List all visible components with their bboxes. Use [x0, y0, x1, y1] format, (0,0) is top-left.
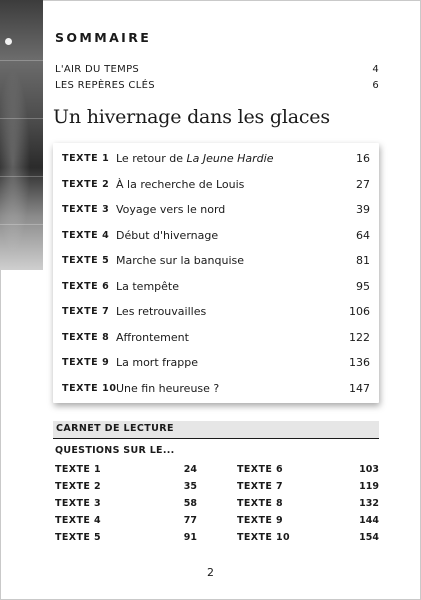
carnet-de-lecture-header: [53, 421, 379, 439]
toc-entry-page: 4: [372, 64, 379, 75]
text-entry-label: TEXTE 1: [62, 153, 110, 164]
question-entry-texte-4[interactable]: [55, 515, 197, 526]
question-entry-texte-2[interactable]: [55, 481, 197, 492]
question-entry-texte-6[interactable]: [237, 464, 379, 475]
text-entry-page: 136: [349, 356, 370, 369]
questions-heading: QUESTIONS SUR LE...: [55, 445, 175, 456]
toc-entry-label: L'AIR DU TEMPS: [55, 64, 140, 75]
text-entry-label: TEXTE 10: [62, 382, 117, 394]
text-entry-7[interactable]: [53, 302, 379, 322]
text-entry-8[interactable]: [53, 328, 379, 348]
question-entry-page: 24: [183, 464, 197, 475]
toc-entry-label: LES REPÈRES CLÉS: [55, 80, 155, 91]
question-entry-texte-5[interactable]: [55, 532, 197, 543]
question-entry-label: TEXTE 1: [55, 464, 101, 475]
question-entry-label: TEXTE 4: [55, 515, 101, 526]
text-entry-title: Affrontement: [116, 330, 189, 344]
text-entry-label: TEXTE 3: [62, 204, 110, 215]
text-entry-title: Une fin heureuse ?: [116, 381, 220, 395]
text-entry-6[interactable]: [53, 277, 379, 297]
text-entry-4[interactable]: [53, 226, 379, 246]
text-entry-2[interactable]: [53, 175, 379, 195]
text-entry-label: TEXTE 9: [62, 357, 110, 368]
toc-entry-reperes-cles[interactable]: [55, 80, 379, 91]
text-entry-page: 147: [349, 381, 370, 395]
text-entry-title: Début d'hivernage: [116, 228, 219, 242]
text-entry-title: Voyage vers le nord: [116, 203, 226, 216]
text-entry-label: TEXTE 2: [62, 178, 110, 190]
text-entry-1[interactable]: [53, 149, 379, 169]
text-entry-label: TEXTE 4: [62, 229, 110, 241]
question-entry-label: TEXTE 3: [55, 498, 101, 509]
question-entry-texte-10[interactable]: [237, 532, 379, 543]
text-entry-title: La mort frappe: [116, 356, 199, 369]
text-entry-label: TEXTE 7: [62, 306, 110, 317]
text-entry-title: Les retrouvailles: [116, 305, 207, 318]
question-entry-label: TEXTE 8: [237, 498, 283, 509]
text-entry-9[interactable]: [53, 353, 379, 373]
binder-hole: [5, 38, 12, 45]
question-entry-texte-9[interactable]: [237, 515, 379, 526]
question-entry-page: 91: [183, 532, 197, 543]
question-entry-label: TEXTE 10: [237, 532, 290, 543]
sommaire-title: SOMMAIRE: [55, 30, 152, 45]
question-entry-page: 154: [359, 532, 379, 543]
text-entry-page: 27: [356, 177, 370, 191]
question-entry-page: 35: [183, 481, 197, 492]
question-entry-page: 132: [359, 498, 379, 509]
text-entry-page: 64: [356, 228, 370, 242]
text-entry-label: TEXTE 8: [62, 331, 110, 343]
text-entry-3[interactable]: [53, 200, 379, 220]
question-entry-page: 119: [359, 481, 379, 492]
question-entry-label: TEXTE 5: [55, 532, 101, 543]
text-entry-page: 39: [356, 203, 370, 216]
text-entry-page: 16: [356, 152, 370, 165]
main-heading: Un hivernage dans les glaces: [53, 106, 330, 128]
question-entry-page: 77: [183, 515, 197, 526]
texts-list-box: [53, 143, 379, 403]
text-entry-5[interactable]: [53, 251, 379, 271]
question-entry-label: TEXTE 7: [237, 481, 283, 492]
text-entry-page: 95: [356, 279, 370, 293]
text-entry-title: À la recherche de Louis: [116, 177, 245, 191]
question-entry-texte-1[interactable]: [55, 464, 197, 475]
text-entry-10[interactable]: [53, 379, 379, 399]
text-entry-title-italic: La Jeune Hardie: [186, 152, 274, 165]
toc-entry-air-du-temps[interactable]: [55, 64, 379, 75]
text-entry-page: 81: [356, 254, 370, 267]
text-entry-title: Le retour de La Jeune Hardie: [116, 152, 274, 165]
text-entry-label: TEXTE 6: [62, 280, 110, 292]
text-entry-title: Marche sur la banquise: [116, 254, 245, 267]
text-entry-page: 122: [349, 330, 370, 344]
question-entry-texte-8[interactable]: [237, 498, 379, 509]
carnet-title: CARNET DE LECTURE: [56, 423, 174, 434]
question-entry-page: 103: [359, 464, 379, 475]
question-entry-label: TEXTE 6: [237, 464, 283, 475]
question-entry-page: 58: [183, 498, 197, 509]
question-entry-page: 144: [359, 515, 379, 526]
question-entry-label: TEXTE 2: [55, 481, 101, 492]
question-entry-texte-3[interactable]: [55, 498, 197, 509]
toc-entry-page: 6: [372, 80, 379, 91]
question-entry-label: TEXTE 9: [237, 515, 283, 526]
text-entry-page: 106: [349, 305, 370, 318]
question-entry-texte-7[interactable]: [237, 481, 379, 492]
text-entry-label: TEXTE 5: [62, 255, 110, 266]
text-entry-title: La tempête: [116, 279, 179, 293]
page-number: 2: [207, 566, 214, 579]
